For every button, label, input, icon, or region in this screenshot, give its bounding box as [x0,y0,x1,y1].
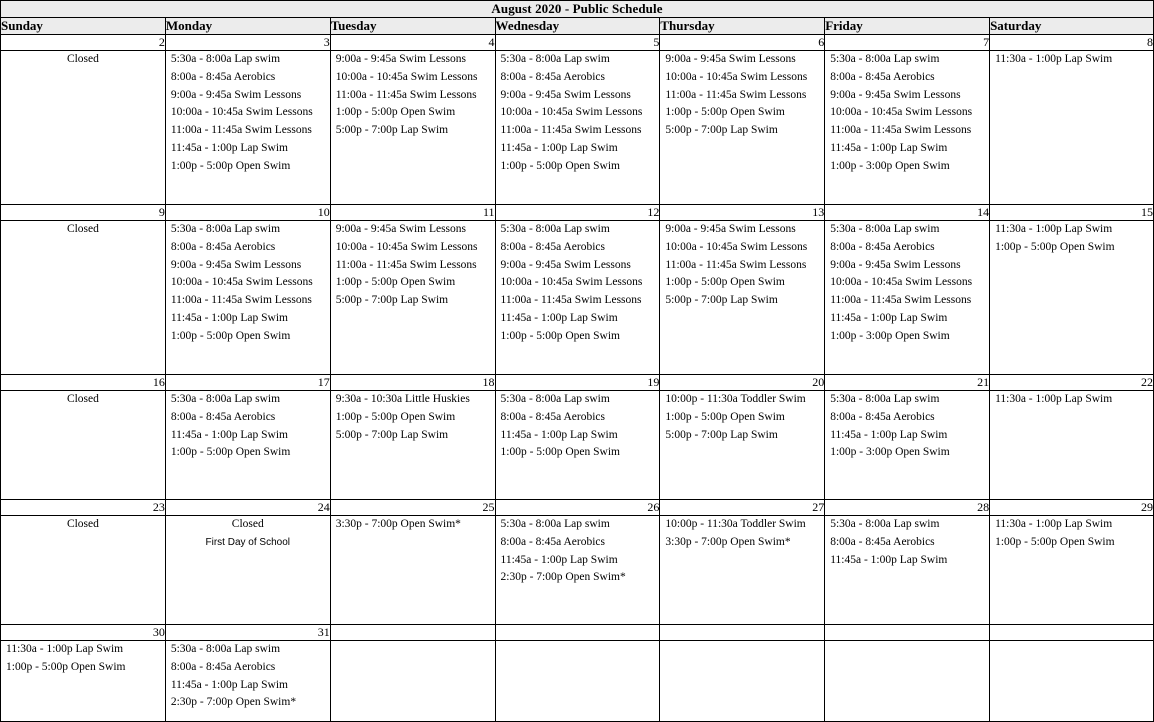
day-cell [825,641,990,722]
event-list [496,221,660,346]
event-list [331,51,495,140]
event-item: 11:00a - 11:45a Swim Lessons [500,124,642,137]
event-item: 8:00a - 8:45a Aerobics [830,70,935,83]
event-item: 1:00p - 5:00p Open Swim [500,329,621,342]
event-item: 1:00p - 5:00p Open Swim [335,410,456,423]
event-item: 11:00a - 11:45a Swim Lessons [500,294,642,307]
event-item: 2:30p - 7:00p Open Swim* [170,696,297,709]
day-cell [990,516,1154,625]
day-number: 26 [495,500,660,516]
day-cell [825,51,990,205]
event-list [496,391,660,462]
day-cell [990,391,1154,500]
event-item: 3:30p - 7:00p Open Swim* [335,518,461,530]
day-cell [660,51,825,205]
event-item: 1:00p - 5:00p Open Swim [170,446,291,459]
event-item: 2:30p - 7:00p Open Swim* [500,571,626,584]
event-item: 5:30a - 8:00a Lap swim [830,393,940,405]
day-cell [165,516,330,625]
day-number: 16 [1,375,166,391]
event-item: 8:00a - 8:45a Aerobics [830,240,935,253]
event-item: 8:00a - 8:45a Aerobics [170,410,276,423]
day-number: 4 [330,35,495,51]
day-cell [330,391,495,500]
day-of-week-header: Thursday [660,18,825,35]
day-cell [660,516,825,625]
event-item: 5:30a - 8:00a Lap swim [830,53,940,65]
event-item: 9:00a - 9:45a Swim Lessons [170,88,302,101]
event-item: 11:00a - 11:45a Swim Lessons [170,294,312,307]
day-of-week-header: Tuesday [330,18,495,35]
event-item: 10:00a - 10:45a Swim Lessons [170,106,313,119]
event-item: 10:00a - 10:45a Swim Lessons [500,106,643,119]
day-number: 13 [660,205,825,221]
event-item: 11:00a - 11:45a Swim Lessons [665,88,807,101]
event-item: Closed [66,518,99,530]
event-list [166,641,330,712]
event-item: 10:00a - 10:45a Swim Lessons [665,70,808,83]
day-number: 21 [825,375,990,391]
day-number: 10 [165,205,330,221]
event-list [1,221,165,239]
event-item: 11:45a - 1:00p Lap Swim [500,428,618,441]
event-list [825,516,989,569]
day-cell [330,641,495,722]
day-cell [660,221,825,375]
event-item: 1:00p - 5:00p Open Swim [335,276,456,289]
event-item: 5:30a - 8:00a Lap swim [500,393,610,405]
day-cell [495,51,660,205]
day-number: 5 [495,35,660,51]
event-item: Closed [66,53,99,65]
day-cell [495,221,660,375]
day-cell [990,221,1154,375]
event-item: 11:45a - 1:00p Lap Swim [170,678,288,691]
event-item: 1:00p - 5:00p Open Swim [500,446,621,459]
event-item: 5:00p - 7:00p Lap Swim [665,294,778,307]
event-item: First Day of School [205,536,290,548]
day-number: 6 [660,35,825,51]
event-item: 11:30a - 1:00p Lap Swim [995,223,1113,235]
event-item: 10:00a - 10:45a Swim Lessons [665,240,808,253]
day-number: 11 [330,205,495,221]
event-item: 11:45a - 1:00p Lap Swim [500,141,618,154]
event-list [166,516,330,552]
day-number: 14 [825,205,990,221]
event-list [1,51,165,69]
event-item: Closed [231,518,264,530]
event-item: 1:00p - 5:00p Open Swim [170,329,291,342]
event-item: 1:00p - 5:00p Open Swim [6,660,126,673]
event-list [1,516,165,534]
event-item: 11:45a - 1:00p Lap Swim [830,428,948,441]
event-item: 5:30a - 8:00a Lap swim [830,223,940,235]
event-item: Closed [66,393,99,405]
event-item: 5:30a - 8:00a Lap swim [500,223,610,235]
event-item: 8:00a - 8:45a Aerobics [830,410,935,423]
event-item: 10:00p - 11:30a Toddler Swim [665,518,806,530]
day-number [660,625,825,641]
event-item: 11:45a - 1:00p Lap Swim [500,311,618,324]
event-item: 10:00a - 10:45a Swim Lessons [335,240,478,253]
event-item: 11:30a - 1:00p Lap Swim [995,53,1113,65]
event-item: 11:45a - 1:00p Lap Swim [830,141,948,154]
day-cell [660,391,825,500]
day-of-week-header: Wednesday [495,18,660,35]
event-list [990,51,1153,69]
day-cell [825,516,990,625]
event-item: 9:00a - 9:45a Swim Lessons [830,88,961,101]
event-list [660,221,824,310]
calendar-title: August 2020 - Public Schedule [1,1,1154,18]
event-list [660,516,824,552]
day-cell [330,51,495,205]
event-item: 11:00a - 11:45a Swim Lessons [335,258,477,271]
event-list [825,221,989,346]
event-item: 1:00p - 5:00p Open Swim [995,240,1115,253]
event-item: 5:30a - 8:00a Lap swim [170,643,281,655]
event-list [496,516,660,587]
day-number: 7 [825,35,990,51]
event-item: 8:00a - 8:45a Aerobics [500,70,605,83]
event-item: 8:00a - 8:45a Aerobics [830,535,935,548]
event-list [331,391,495,444]
event-item: 8:00a - 8:45a Aerobics [170,70,276,83]
event-item: 11:45a - 1:00p Lap Swim [830,553,948,566]
event-item: 5:30a - 8:00a Lap swim [170,53,281,65]
day-cell [1,641,166,722]
day-number: 31 [165,625,330,641]
day-cell [825,221,990,375]
event-item: 11:45a - 1:00p Lap Swim [170,311,288,324]
event-item: 9:00a - 9:45a Swim Lessons [665,223,796,235]
event-item: 11:00a - 11:45a Swim Lessons [830,294,972,307]
day-number: 25 [330,500,495,516]
event-item: 9:00a - 9:45a Swim Lessons [665,53,796,65]
event-item: 5:00p - 7:00p Lap Swim [335,294,449,307]
event-item: 8:00a - 8:45a Aerobics [500,240,605,253]
day-number [330,625,495,641]
event-list [660,391,824,444]
day-number: 30 [1,625,166,641]
event-item: 1:00p - 5:00p Open Swim [665,276,785,289]
event-list [331,221,495,310]
event-item: 10:00a - 10:45a Swim Lessons [170,276,313,289]
day-number: 15 [990,205,1154,221]
event-list [166,51,330,176]
day-number: 29 [990,500,1154,516]
event-item: 5:30a - 8:00a Lap swim [830,518,940,530]
event-item: Closed [66,223,99,235]
day-cell [330,221,495,375]
event-item: 11:30a - 1:00p Lap Swim [995,393,1113,405]
event-item: 1:00p - 5:00p Open Swim [995,535,1115,548]
event-item: 10:00a - 10:45a Swim Lessons [830,106,973,119]
event-item: 11:00a - 11:45a Swim Lessons [170,124,312,137]
event-item: 8:00a - 8:45a Aerobics [500,535,605,548]
event-item: 9:00a - 9:45a Swim Lessons [335,223,467,235]
day-cell [825,391,990,500]
day-number: 24 [165,500,330,516]
event-item: 10:00a - 10:45a Swim Lessons [500,276,643,289]
day-number: 20 [660,375,825,391]
event-item: 1:00p - 3:00p Open Swim [830,446,950,459]
event-item: 10:00a - 10:45a Swim Lessons [335,70,478,83]
event-item: 3:30p - 7:00p Open Swim* [665,535,791,548]
day-cell [1,221,166,375]
day-cell [165,391,330,500]
event-item: 1:00p - 3:00p Open Swim [830,329,950,342]
event-item: 5:00p - 7:00p Lap Swim [335,124,449,137]
event-item: 11:45a - 1:00p Lap Swim [170,141,288,154]
day-number: 22 [990,375,1154,391]
day-cell [165,51,330,205]
event-item: 1:00p - 5:00p Open Swim [500,159,621,172]
day-cell [990,51,1154,205]
day-cell [1,391,166,500]
event-list [1,641,165,677]
day-number: 27 [660,500,825,516]
event-list [166,221,330,346]
event-item: 1:00p - 5:00p Open Swim [170,159,291,172]
event-list [660,51,824,140]
event-item: 11:45a - 1:00p Lap Swim [170,428,288,441]
event-item: 5:30a - 8:00a Lap swim [170,393,281,405]
event-item: 9:00a - 9:45a Swim Lessons [335,53,467,65]
day-number: 9 [1,205,166,221]
day-number: 12 [495,205,660,221]
event-item: 1:00p - 5:00p Open Swim [665,410,785,423]
event-item: 11:00a - 11:45a Swim Lessons [335,88,477,101]
day-cell [1,51,166,205]
event-item: 11:45a - 1:00p Lap Swim [830,311,948,324]
event-item: 10:00p - 11:30a Toddler Swim [665,393,806,405]
day-cell [495,391,660,500]
event-list [990,516,1153,552]
event-item: 10:00a - 10:45a Swim Lessons [830,276,973,289]
event-item: 5:00p - 7:00p Lap Swim [335,428,449,441]
event-item: 11:00a - 11:45a Swim Lessons [665,258,807,271]
event-item: 5:30a - 8:00a Lap swim [170,223,281,235]
day-of-week-header: Sunday [1,18,166,35]
event-item: 11:00a - 11:45a Swim Lessons [830,124,972,137]
day-cell [495,516,660,625]
day-cell [165,641,330,722]
event-item: 9:00a - 9:45a Swim Lessons [500,258,631,271]
event-list [990,391,1153,409]
day-cell [330,516,495,625]
day-number [990,625,1154,641]
event-item: 5:00p - 7:00p Lap Swim [665,124,778,137]
event-item: 11:30a - 1:00p Lap Swim [995,518,1113,530]
day-cell [495,641,660,722]
day-number [495,625,660,641]
event-item: 1:00p - 3:00p Open Swim [830,159,950,172]
event-item: 5:30a - 8:00a Lap swim [500,518,610,530]
event-list [166,391,330,462]
day-number: 8 [990,35,1154,51]
event-item: 1:00p - 5:00p Open Swim [335,106,456,119]
day-number: 2 [1,35,166,51]
day-of-week-header: Monday [165,18,330,35]
day-number: 18 [330,375,495,391]
day-cell [165,221,330,375]
event-item: 9:00a - 9:45a Swim Lessons [500,88,631,101]
event-item: 5:30a - 8:00a Lap swim [500,53,610,65]
day-cell [660,641,825,722]
day-cell [1,516,166,625]
event-item: 9:00a - 9:45a Swim Lessons [170,258,302,271]
event-list [825,51,989,176]
day-cell [990,641,1154,722]
event-item: 8:00a - 8:45a Aerobics [500,410,605,423]
day-number: 23 [1,500,166,516]
event-list [825,391,989,462]
event-list [496,51,660,176]
day-of-week-header: Friday [825,18,990,35]
day-number: 3 [165,35,330,51]
event-item: 9:30a - 10:30a Little Huskies [335,393,470,405]
event-list [1,391,165,409]
event-list [331,516,495,534]
day-of-week-header: Saturday [990,18,1154,35]
event-item: 9:00a - 9:45a Swim Lessons [830,258,961,271]
event-item: 1:00p - 5:00p Open Swim [665,106,785,119]
event-item: 8:00a - 8:45a Aerobics [170,660,276,673]
day-number: 19 [495,375,660,391]
event-item: 11:45a - 1:00p Lap Swim [500,553,618,566]
event-item: 11:30a - 1:00p Lap Swim [6,643,124,655]
day-number: 17 [165,375,330,391]
event-item: 5:00p - 7:00p Lap Swim [665,428,778,441]
event-list [990,221,1153,257]
event-item: 8:00a - 8:45a Aerobics [170,240,276,253]
day-number: 28 [825,500,990,516]
day-number [825,625,990,641]
